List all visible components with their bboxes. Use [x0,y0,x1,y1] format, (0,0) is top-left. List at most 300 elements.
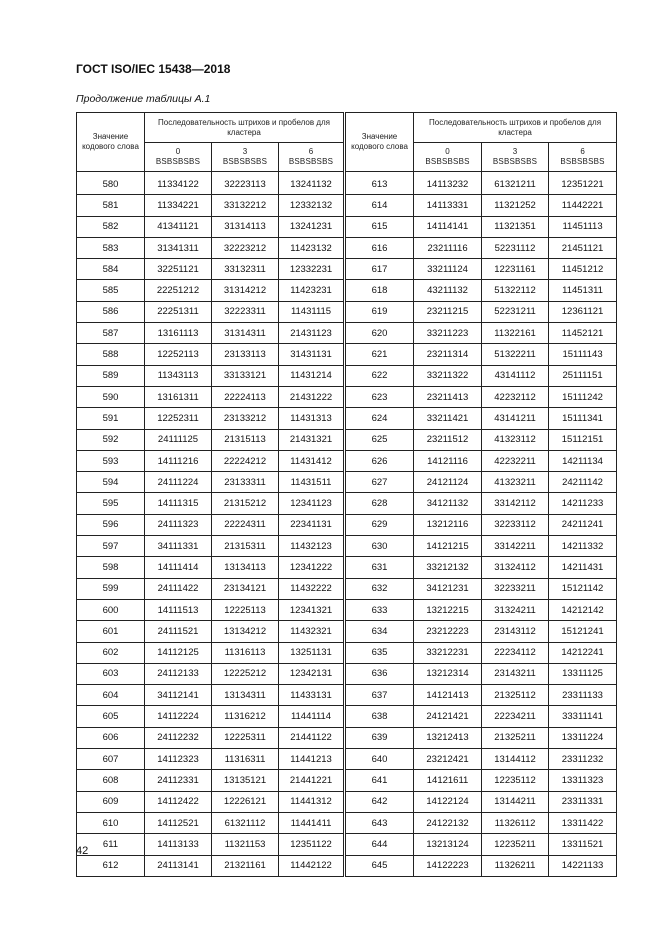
cluster-0-sequence-left: 14111513 [145,599,212,620]
codeword-value-left: 608 [77,770,145,791]
cluster-0-sequence-right: 14114141 [414,216,482,237]
cluster-6-sequence-right: 13311422 [549,812,617,833]
cluster-0-sequence-right: 13213124 [414,834,482,855]
codeword-value-left: 607 [77,749,145,770]
cluster-3-sequence-right: 13144211 [482,791,549,812]
cluster-0-sequence-left: 24111224 [145,472,212,493]
cluster-0-sequence-left: 14111315 [145,493,212,514]
cluster-6-sequence-left: 21431123 [279,323,345,344]
cluster-3-sequence-left: 21315212 [212,493,279,514]
codeword-value-right: 633 [345,599,414,620]
cluster-3-sequence-right: 43141211 [482,408,549,429]
cluster-6-sequence-left: 11433131 [279,685,345,706]
codeword-value-left: 589 [77,365,145,386]
cluster-6-sequence-left: 12341222 [279,557,345,578]
codeword-value-right: 632 [345,578,414,599]
table-row [77,280,617,301]
cluster-0-sequence-left: 34111331 [145,536,212,557]
codeword-value-left: 585 [77,280,145,301]
codeword-value-right: 619 [345,301,414,322]
header-cluster-0-right [414,143,482,172]
cluster-0-sequence-right: 23212421 [414,749,482,770]
table-row [77,365,617,386]
cluster-0-sequence-left: 41341121 [145,216,212,237]
cluster-6-sequence-right: 14211233 [549,493,617,514]
cluster-0-sequence-left: 24113141 [145,855,212,876]
cluster-0-sequence-left: 14112323 [145,749,212,770]
cluster-6-sequence-left: 12332132 [279,195,345,216]
table-row [77,344,617,365]
cluster-0-sequence-right: 33211421 [414,408,482,429]
cluster-6-sequence-right: 14212142 [549,599,617,620]
codeword-value-right: 626 [345,450,414,471]
cluster-6-sequence-left: 11441411 [279,812,345,833]
cluster-0-sequence-left: 14112521 [145,812,212,833]
cluster-3-sequence-right: 12235211 [482,834,549,855]
table-row [77,599,617,620]
cluster-6-sequence-right: 13311323 [549,770,617,791]
cluster-3-sequence-left: 11316212 [212,706,279,727]
cluster-3-sequence-left: 21315311 [212,536,279,557]
cluster-number: 0 [445,147,450,156]
cluster-3-sequence-right: 22234112 [482,642,549,663]
cluster-3-sequence-left: 22224113 [212,386,279,407]
cluster-0-sequence-left: 24112133 [145,663,212,684]
table-body [77,172,617,877]
cluster-0-sequence-left: 14111216 [145,450,212,471]
cluster-number: 3 [242,147,248,156]
codeword-value-right: 645 [345,855,414,876]
table-row [77,621,617,642]
cluster-0-sequence-right: 34121231 [414,578,482,599]
document-header: ГОСТ ISO/IEC 15438—2018 [76,62,231,76]
cluster-3-sequence-left: 13135121 [212,770,279,791]
codeword-value-left: 602 [77,642,145,663]
codeword-value-right: 631 [345,557,414,578]
cluster-3-sequence-right: 33142112 [482,493,549,514]
cluster-6-sequence-right: 23311133 [549,685,617,706]
cluster-3-sequence-right: 41323112 [482,429,549,450]
cluster-6-sequence-left: 21441122 [279,727,345,748]
table-caption: Продолжение таблицы А.1 [76,93,211,105]
codeword-value-right: 627 [345,472,414,493]
cluster-0-sequence-left: 13161311 [145,386,212,407]
cluster-6-sequence-right: 13311521 [549,834,617,855]
cluster-0-sequence-left: 12252311 [145,408,212,429]
cluster-6-sequence-left: 21441221 [279,770,345,791]
cluster-6-sequence-right: 24211241 [549,514,617,535]
cluster-6-sequence-left: 11432123 [279,536,345,557]
codeword-value-right: 624 [345,408,414,429]
codeword-value-left: 600 [77,599,145,620]
table-row [77,791,617,812]
codeword-value-right: 614 [345,195,414,216]
cluster-3-sequence-right: 12231161 [482,259,549,280]
cluster-6-sequence-right: 21451121 [549,237,617,258]
cluster-0-sequence-right: 23211215 [414,301,482,322]
codeword-value-left: 595 [77,493,145,514]
cluster-code: BSBSBSBS [492,157,538,166]
cluster-0-sequence-left: 11334122 [145,172,212,195]
cluster-6-sequence-left: 31431131 [279,344,345,365]
table-row [77,855,617,876]
table-row [77,195,617,216]
table-row [77,450,617,471]
cluster-6-sequence-left: 11431412 [279,450,345,471]
cluster-0-sequence-right: 23212223 [414,621,482,642]
codeword-value-left: 580 [77,172,145,195]
table-row [77,493,617,514]
codeword-value-right: 643 [345,812,414,833]
cluster-6-sequence-right: 23311331 [549,791,617,812]
codeword-value-left: 604 [77,685,145,706]
cluster-3-sequence-right: 52231211 [482,301,549,322]
cluster-6-sequence-left: 12351122 [279,834,345,855]
cluster-0-sequence-left: 11334221 [145,195,212,216]
cluster-3-sequence-right: 43141112 [482,365,549,386]
codeword-value-right: 617 [345,259,414,280]
cluster-3-sequence-left: 23134121 [212,578,279,599]
codeword-value-left: 605 [77,706,145,727]
codeword-value-right: 634 [345,621,414,642]
cluster-0-sequence-left: 13161113 [145,323,212,344]
table-row [77,834,617,855]
cluster-6-sequence-right: 15121241 [549,621,617,642]
cluster-3-sequence-right: 52231112 [482,237,549,258]
cluster-0-sequence-right: 33212231 [414,642,482,663]
cluster-0-sequence-left: 24111323 [145,514,212,535]
cluster-6-sequence-left: 11431511 [279,472,345,493]
cluster-6-sequence-right: 13311224 [549,727,617,748]
cluster-0-sequence-left: 22251212 [145,280,212,301]
table-row [77,429,617,450]
cluster-3-sequence-left: 32223212 [212,237,279,258]
cluster-0-sequence-right: 14122124 [414,791,482,812]
cluster-0-sequence-right: 14121413 [414,685,482,706]
header-cluster-6-right [549,143,617,172]
cluster-0-sequence-right: 24121124 [414,472,482,493]
cluster-6-sequence-right: 14211431 [549,557,617,578]
cluster-6-sequence-right: 15121142 [549,578,617,599]
cluster-3-sequence-left: 11316113 [212,642,279,663]
table-row [77,642,617,663]
cluster-0-sequence-right: 23211413 [414,386,482,407]
cluster-6-sequence-left: 13241132 [279,172,345,195]
cluster-0-sequence-left: 14112125 [145,642,212,663]
codeword-value-left: 599 [77,578,145,599]
codeword-value-left: 591 [77,408,145,429]
cluster-6-sequence-left: 12342131 [279,663,345,684]
cluster-code: BSBSBSBS [155,157,201,166]
cluster-0-sequence-right: 33211223 [414,323,482,344]
cluster-3-sequence-left: 13134212 [212,621,279,642]
cluster-3-sequence-right: 11326211 [482,855,549,876]
cluster-3-sequence-left: 33132212 [212,195,279,216]
codeword-value-right: 615 [345,216,414,237]
cluster-0-sequence-right: 24122132 [414,812,482,833]
cluster-6-sequence-right: 14211332 [549,536,617,557]
codeword-value-right: 623 [345,386,414,407]
cluster-3-sequence-left: 12226121 [212,791,279,812]
codeword-value-right: 636 [345,663,414,684]
codeword-value-left: 593 [77,450,145,471]
cluster-6-sequence-right: 15111341 [549,408,617,429]
cluster-3-sequence-right: 22234211 [482,706,549,727]
codeword-value-right: 642 [345,791,414,812]
cluster-6-sequence-right: 14211134 [549,450,617,471]
cluster-0-sequence-right: 33211322 [414,365,482,386]
codeword-value-right: 644 [345,834,414,855]
cluster-3-sequence-left: 61321112 [212,812,279,833]
header-codeword-value-right: Значение кодового слова [345,113,414,172]
cluster-6-sequence-right: 11451311 [549,280,617,301]
cluster-3-sequence-right: 21325112 [482,685,549,706]
cluster-6-sequence-right: 13311125 [549,663,617,684]
cluster-6-sequence-left: 22341131 [279,514,345,535]
cluster-6-sequence-left: 11442122 [279,855,345,876]
cluster-6-sequence-left: 13241231 [279,216,345,237]
codeword-value-left: 594 [77,472,145,493]
cluster-6-sequence-right: 33311141 [549,706,617,727]
cluster-code: BSBSBSBS [425,157,470,166]
cluster-0-sequence-left: 11343113 [145,365,212,386]
cluster-3-sequence-right: 13144112 [482,749,549,770]
cluster-6-sequence-left: 11423231 [279,280,345,301]
cluster-3-sequence-left: 11316311 [212,749,279,770]
cluster-3-sequence-right: 32233211 [482,578,549,599]
cluster-number: 6 [308,147,314,156]
table-row [77,472,617,493]
page-number: 42 [76,845,89,857]
codeword-value-left: 583 [77,237,145,258]
cluster-3-sequence-left: 31314113 [212,216,279,237]
codeword-value-left: 590 [77,386,145,407]
cluster-6-sequence-right: 12351221 [549,172,617,195]
codeword-value-left: 603 [77,663,145,684]
table-row [77,770,617,791]
cluster-3-sequence-left: 13134311 [212,685,279,706]
cluster-6-sequence-right: 15112151 [549,429,617,450]
cluster-0-sequence-left: 12252113 [145,344,212,365]
cluster-0-sequence-right: 14121116 [414,450,482,471]
cluster-3-sequence-left: 31314311 [212,323,279,344]
cluster-3-sequence-right: 23143112 [482,621,549,642]
codeword-value-left: 588 [77,344,145,365]
cluster-3-sequence-left: 13134113 [212,557,279,578]
cluster-0-sequence-left: 14111414 [145,557,212,578]
cluster-code: BSBSBSBS [560,157,605,166]
table-row [77,685,617,706]
cluster-0-sequence-right: 34121132 [414,493,482,514]
codeword-value-left: 587 [77,323,145,344]
codeword-value-right: 621 [345,344,414,365]
cluster-6-sequence-right: 11451113 [549,216,617,237]
header-cluster-3-left [212,143,279,172]
cluster-0-sequence-right: 23211314 [414,344,482,365]
codeword-value-right: 613 [345,172,414,195]
codeword-value-right: 625 [345,429,414,450]
header-codeword-value-left: Значение кодового слова [77,113,145,172]
table-row [77,301,617,322]
cluster-0-sequence-right: 33212132 [414,557,482,578]
cluster-3-sequence-right: 11321252 [482,195,549,216]
cluster-3-sequence-right: 31324112 [482,557,549,578]
table-row [77,663,617,684]
codeword-value-left: 584 [77,259,145,280]
cluster-0-sequence-right: 33211124 [414,259,482,280]
codeword-value-right: 630 [345,536,414,557]
codeword-value-right: 618 [345,280,414,301]
cluster-6-sequence-left: 11441312 [279,791,345,812]
cluster-code: BSBSBSBS [222,157,268,166]
cluster-0-sequence-right: 24121421 [414,706,482,727]
cluster-3-sequence-left: 33132311 [212,259,279,280]
cluster-3-sequence-right: 11326112 [482,812,549,833]
codeword-value-left: 586 [77,301,145,322]
cluster-3-sequence-right: 51322112 [482,280,549,301]
cluster-6-sequence-right: 23311232 [549,749,617,770]
cluster-6-sequence-left: 11432321 [279,621,345,642]
cluster-0-sequence-left: 14112422 [145,791,212,812]
cluster-3-sequence-left: 33133121 [212,365,279,386]
cluster-0-sequence-left: 34112141 [145,685,212,706]
cluster-0-sequence-right: 13212413 [414,727,482,748]
cluster-3-sequence-right: 11321351 [482,216,549,237]
cluster-3-sequence-left: 12225212 [212,663,279,684]
cluster-0-sequence-right: 14122223 [414,855,482,876]
cluster-3-sequence-right: 23143211 [482,663,549,684]
table-row [77,408,617,429]
codeword-value-right: 620 [345,323,414,344]
cluster-0-sequence-right: 14113331 [414,195,482,216]
cluster-3-sequence-left: 31314212 [212,280,279,301]
cluster-0-sequence-left: 22251311 [145,301,212,322]
cluster-3-sequence-right: 51322211 [482,344,549,365]
cluster-6-sequence-left: 21431321 [279,429,345,450]
cluster-0-sequence-left: 24111422 [145,578,212,599]
cluster-number: 0 [175,147,181,156]
cluster-0-sequence-left: 14112224 [145,706,212,727]
cluster-0-sequence-right: 23211116 [414,237,482,258]
cluster-6-sequence-left: 11441213 [279,749,345,770]
codeword-value-right: 641 [345,770,414,791]
table-row [77,323,617,344]
cluster-6-sequence-left: 11431115 [279,301,345,322]
cluster-3-sequence-left: 32223311 [212,301,279,322]
cluster-3-sequence-right: 12235112 [482,770,549,791]
codeword-value-right: 622 [345,365,414,386]
table-row [77,727,617,748]
codeword-value-right: 635 [345,642,414,663]
cluster-6-sequence-right: 24211142 [549,472,617,493]
cluster-3-sequence-right: 61321211 [482,172,549,195]
codeword-value-left: 582 [77,216,145,237]
table-row [77,557,617,578]
codeword-value-right: 628 [345,493,414,514]
cluster-0-sequence-right: 13212116 [414,514,482,535]
cluster-0-sequence-left: 32251121 [145,259,212,280]
cluster-6-sequence-right: 11451212 [549,259,617,280]
cluster-3-sequence-right: 32233112 [482,514,549,535]
cluster-0-sequence-left: 31341311 [145,237,212,258]
cluster-6-sequence-right: 12361121 [549,301,617,322]
codeword-value-right: 629 [345,514,414,535]
cluster-6-sequence-right: 15111242 [549,386,617,407]
codeword-value-left: 609 [77,791,145,812]
cluster-3-sequence-left: 12225311 [212,727,279,748]
codeword-value-left: 610 [77,812,145,833]
cluster-3-sequence-right: 33142211 [482,536,549,557]
cluster-6-sequence-right: 11452121 [549,323,617,344]
cluster-3-sequence-left: 12225113 [212,599,279,620]
codeword-value-right: 616 [345,237,414,258]
table-row [77,812,617,833]
cluster-3-sequence-right: 42232112 [482,386,549,407]
table-row [77,514,617,535]
cluster-3-sequence-left: 21315113 [212,429,279,450]
cluster-6-sequence-right: 15111143 [549,344,617,365]
codeword-value-left: 592 [77,429,145,450]
codeword-table [76,112,617,877]
header-cluster-3-right [482,143,549,172]
cluster-3-sequence-right: 42232211 [482,450,549,471]
cluster-0-sequence-left: 14113133 [145,834,212,855]
cluster-number: 3 [512,147,518,156]
cluster-3-sequence-left: 23133113 [212,344,279,365]
cluster-3-sequence-right: 31324211 [482,599,549,620]
cluster-number: 6 [580,147,585,156]
table-row [77,536,617,557]
codeword-value-left: 598 [77,557,145,578]
cluster-3-sequence-left: 22224212 [212,450,279,471]
cluster-6-sequence-left: 21431222 [279,386,345,407]
codeword-value-right: 638 [345,706,414,727]
cluster-6-sequence-left: 11432222 [279,578,345,599]
codeword-value-left: 597 [77,536,145,557]
cluster-0-sequence-right: 43211132 [414,280,482,301]
cluster-3-sequence-right: 41323211 [482,472,549,493]
cluster-6-sequence-right: 14212241 [549,642,617,663]
table-row [77,706,617,727]
cluster-0-sequence-left: 24112331 [145,770,212,791]
table-row [77,172,617,195]
cluster-6-sequence-right: 14221133 [549,855,617,876]
cluster-3-sequence-left: 22224311 [212,514,279,535]
codeword-value-left: 581 [77,195,145,216]
table-row [77,237,617,258]
cluster-3-sequence-left: 32223113 [212,172,279,195]
cluster-6-sequence-left: 12341123 [279,493,345,514]
codeword-value-left: 596 [77,514,145,535]
codeword-value-left: 606 [77,727,145,748]
cluster-6-sequence-left: 11431214 [279,365,345,386]
cluster-0-sequence-left: 24111521 [145,621,212,642]
cluster-0-sequence-right: 14121215 [414,536,482,557]
header-cluster-6-left [279,143,345,172]
header-cluster-group-right: Последовательность штрихов и пробелов для кластера [414,113,617,143]
header-cluster-group-left: Последовательность штрихов и пробелов для кластера [145,113,345,143]
table-row [77,259,617,280]
codeword-value-left: 612 [77,855,145,876]
cluster-0-sequence-right: 14113232 [414,172,482,195]
table-row [77,386,617,407]
cluster-3-sequence-left: 23133311 [212,472,279,493]
cluster-3-sequence-right: 11322161 [482,323,549,344]
cluster-0-sequence-right: 14121611 [414,770,482,791]
cluster-3-sequence-right: 21325211 [482,727,549,748]
cluster-6-sequence-left: 11431313 [279,408,345,429]
codeword-value-right: 639 [345,727,414,748]
